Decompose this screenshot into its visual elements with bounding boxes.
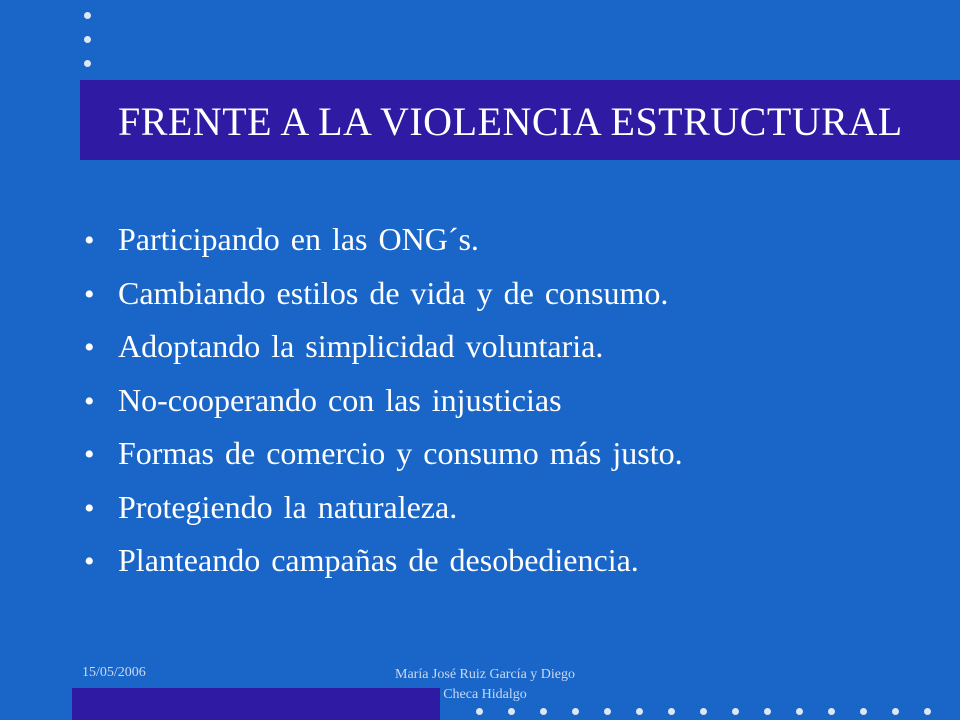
dot-decoration — [732, 708, 739, 715]
dot-decoration — [924, 708, 931, 715]
bullet-marker: • — [84, 277, 95, 311]
dot-decoration — [508, 708, 515, 715]
bullet-marker: • — [84, 438, 95, 471]
dot-decoration — [828, 708, 835, 715]
footer-author — [355, 665, 615, 705]
dot-decoration — [540, 708, 547, 715]
bullet-item — [84, 481, 683, 535]
bullet-marker: • — [84, 224, 95, 257]
bullet-text: Protegiendo la naturaleza. — [118, 488, 458, 525]
bullet-item — [84, 213, 683, 267]
dot-decoration — [476, 708, 483, 715]
bullet-text: Participando en las ONG´s. — [118, 221, 479, 257]
bullet-text: Planteando campañas de desobediencia. — [118, 542, 639, 578]
bullet-item — [84, 427, 683, 481]
bullet-text: No-cooperando con las injusticias — [118, 381, 562, 418]
bullet-item — [84, 534, 683, 588]
dot-decoration — [636, 708, 643, 715]
bullet-text: Formas de comercio y consumo más justo. — [118, 435, 683, 471]
slide-title: FRENTE A LA VIOLENCIA ESTRUCTURAL — [118, 99, 903, 144]
bullet-text: Cambiando estilos de vida y de consumo. — [118, 274, 669, 311]
footer-author-line: María José Ruiz García y Diego — [395, 667, 575, 682]
dot-decoration — [764, 708, 771, 715]
dot-decoration — [860, 708, 867, 715]
dot-decoration — [84, 60, 91, 67]
dot-decoration — [892, 708, 899, 715]
bullet-marker: • — [84, 384, 95, 418]
bullet-text: Adoptando la simplicidad voluntaria. — [118, 328, 604, 364]
bullet-marker: • — [84, 491, 95, 525]
dot-decoration — [700, 708, 707, 715]
bullet-marker: • — [84, 545, 95, 578]
bullet-marker: • — [84, 331, 95, 364]
bullet-item — [84, 374, 683, 428]
bullet-item — [84, 267, 683, 321]
dot-decoration — [572, 708, 579, 715]
dot-decoration — [668, 708, 675, 715]
dot-decoration — [84, 36, 91, 43]
footer-author-line: Checa Hidalgo — [443, 687, 527, 702]
footer-date: 15/05/2006 — [82, 665, 146, 680]
bullet-item — [84, 320, 683, 374]
dot-decoration — [604, 708, 611, 715]
bullet-list — [84, 213, 683, 588]
dot-decoration — [84, 12, 91, 19]
title-bar — [80, 80, 960, 160]
dot-decoration — [796, 708, 803, 715]
